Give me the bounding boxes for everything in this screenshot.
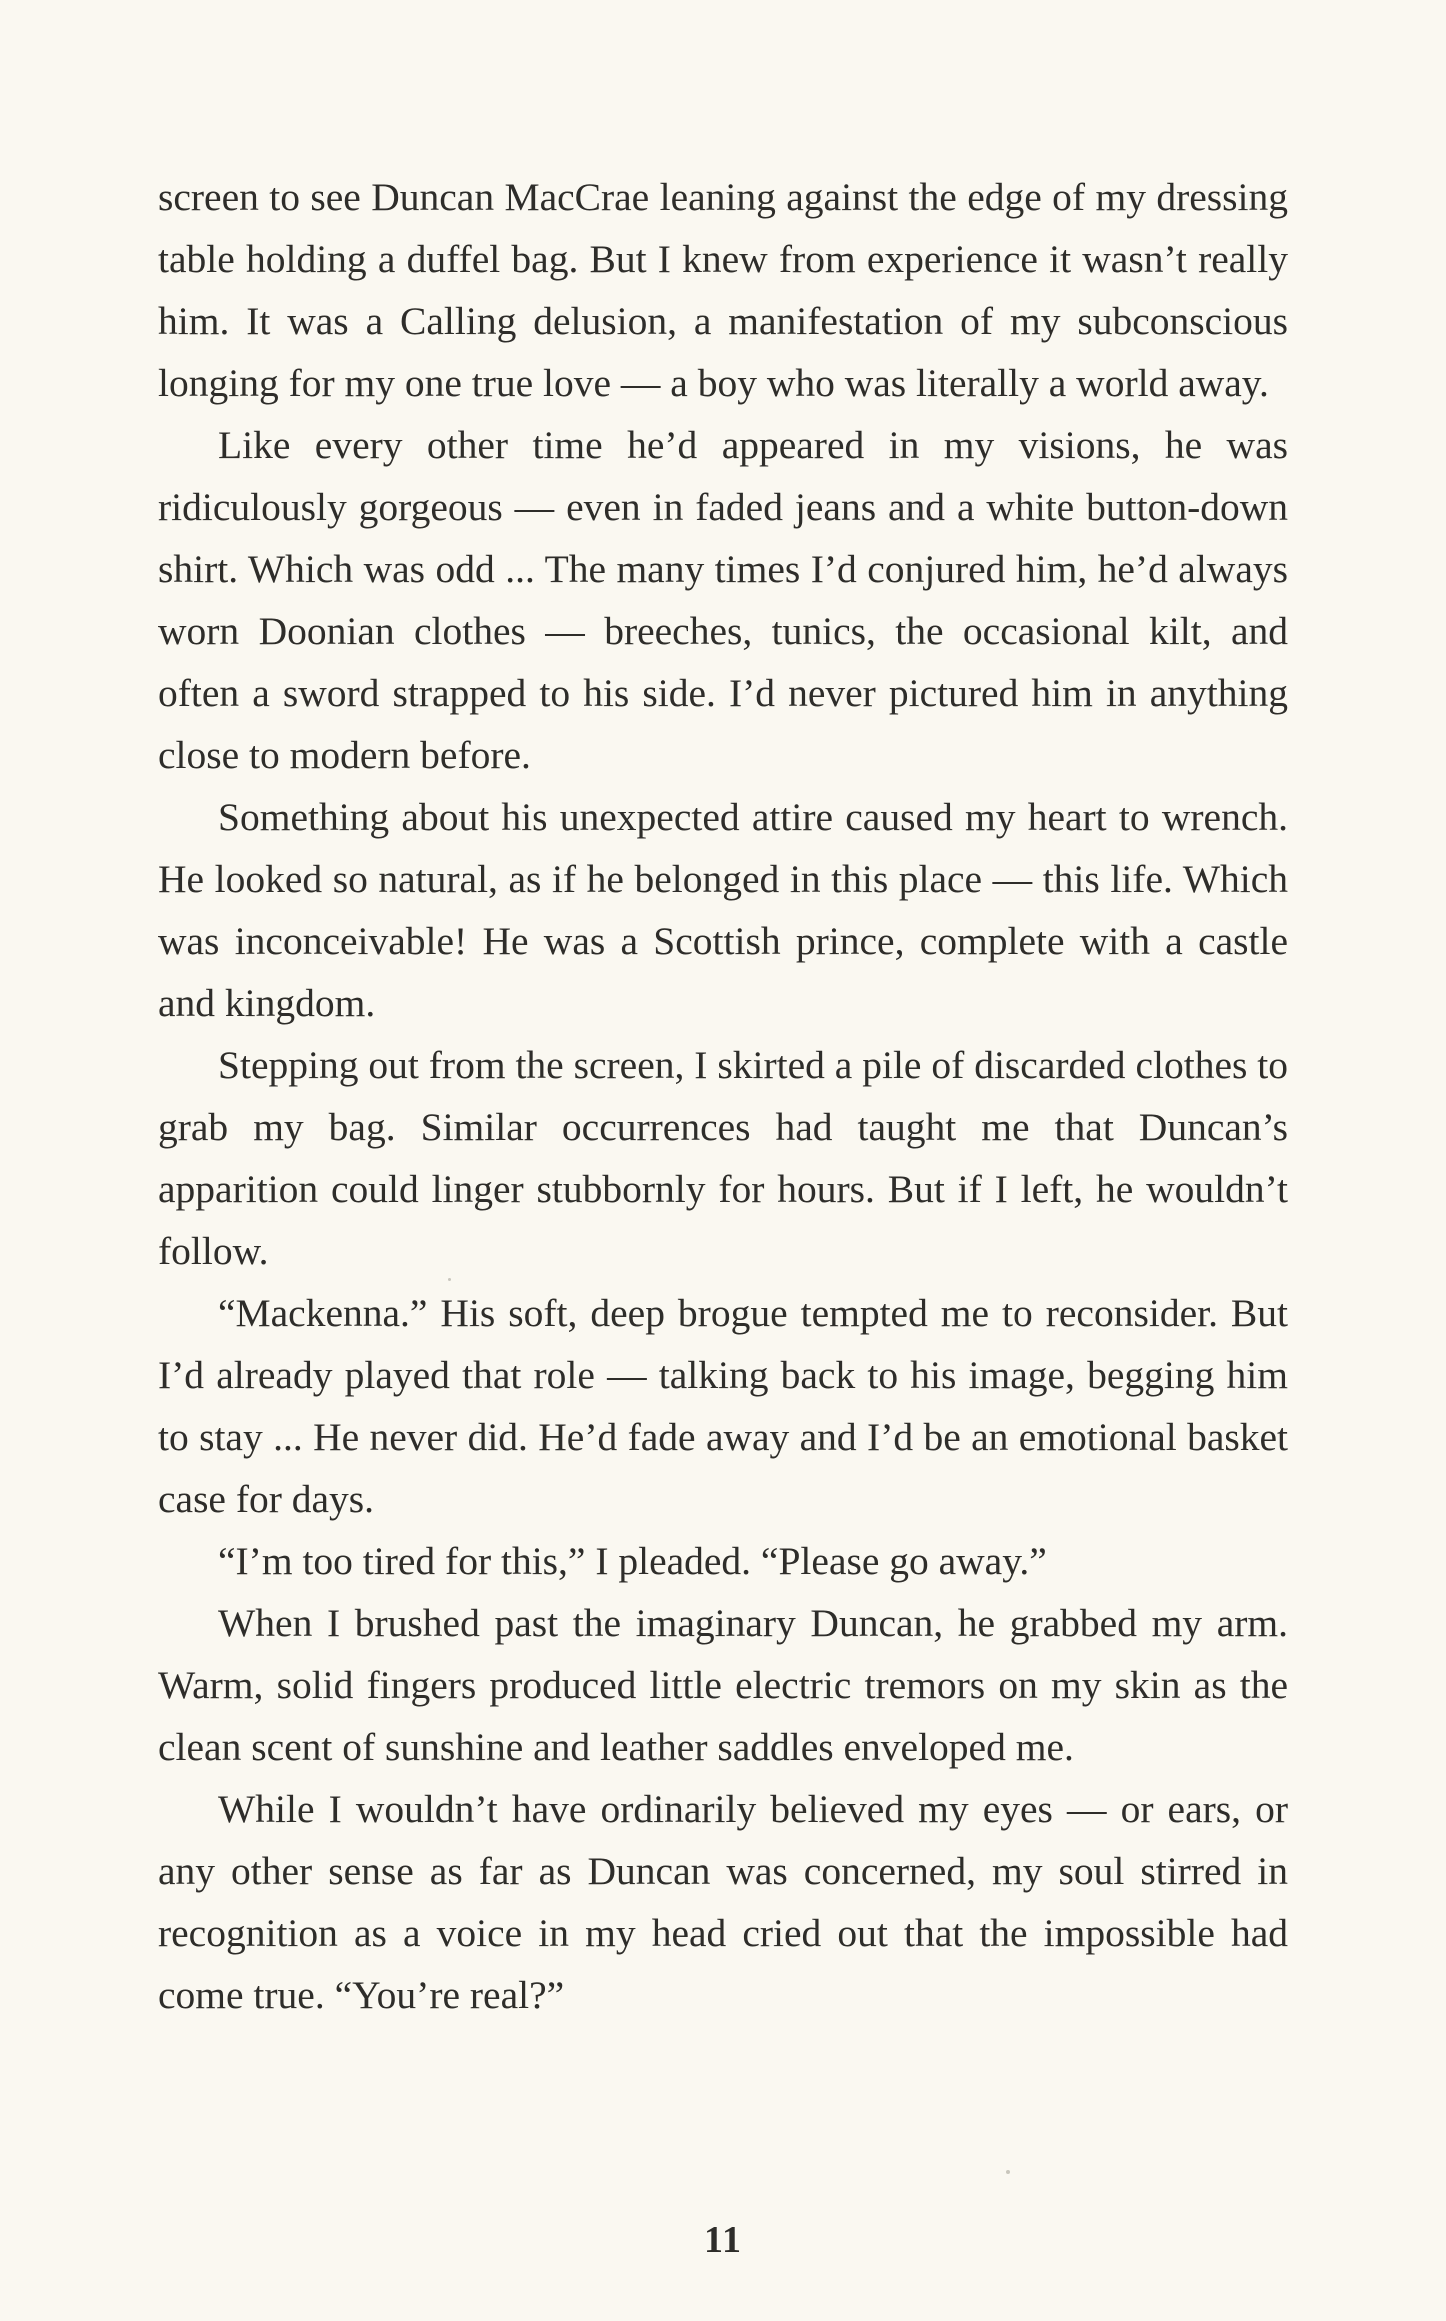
paragraph-8: While I wouldn’t have ordinarily believed my eyes — or ears, or any other sense as far as Duncan was concerned, my soul stirred in recognition as a voice in my head cried out that the impossible had come true. “You’re real?”: [158, 1787, 1288, 2017]
paragraph-3: Something about his unexpected attire caused my heart to wrench. He looked so natural, as if he belonged in this place — this life. Which was inconceivable! He was a Scottish prince, complete with a castle and kingdom.: [158, 795, 1288, 1025]
paragraph-1: screen to see Duncan MacCrae leaning against the edge of my dressing table holding a duffel bag. But I knew from experience it wasn’t really him. It was a Calling delusion, a manifestation of my subconscious longing for my one true love — a boy who was literally a world away.: [158, 175, 1288, 405]
paragraph-7: When I brushed past the imaginary Duncan, he grabbed my arm. Warm, solid fingers produced little electric tremors on my skin as the clean scent of sunshine and leather saddles enveloped me.: [158, 1601, 1288, 1769]
paper-speck: [448, 1278, 451, 1281]
paragraph-5: “Mackenna.” His soft, deep brogue tempted me to reconsider. But I’d already played that role — talking back to his image, begging him to stay ... He never did. He’d fade away and I’d be an emotional basket case for days.: [158, 1291, 1288, 1521]
page-number: 11: [704, 2219, 742, 2261]
paper-speck: [1006, 2170, 1010, 2174]
body-text: [158, 166, 1288, 2026]
paragraph-2: Like every other time he’d appeared in my visions, he was ridiculously gorgeous — even in faded jeans and a white button-down shirt. Which was odd ... The many times I’d conjured him, he’d always worn Doonian clothes — breeches, tunics, the occasional kilt, and often a sword strapped to his side. I’d never pictured him in anything close to modern before.: [158, 423, 1288, 777]
paragraph-4: Stepping out from the screen, I skirted a pile of discarded clothes to grab my bag. Similar occurrences had taught me that Duncan’s apparition could linger stubbornly for hours. But if I left, he wouldn’t follow.: [158, 1043, 1288, 1273]
paragraph-6: “I’m too tired for this,” I pleaded. “Please go away.”: [218, 1539, 1047, 1583]
